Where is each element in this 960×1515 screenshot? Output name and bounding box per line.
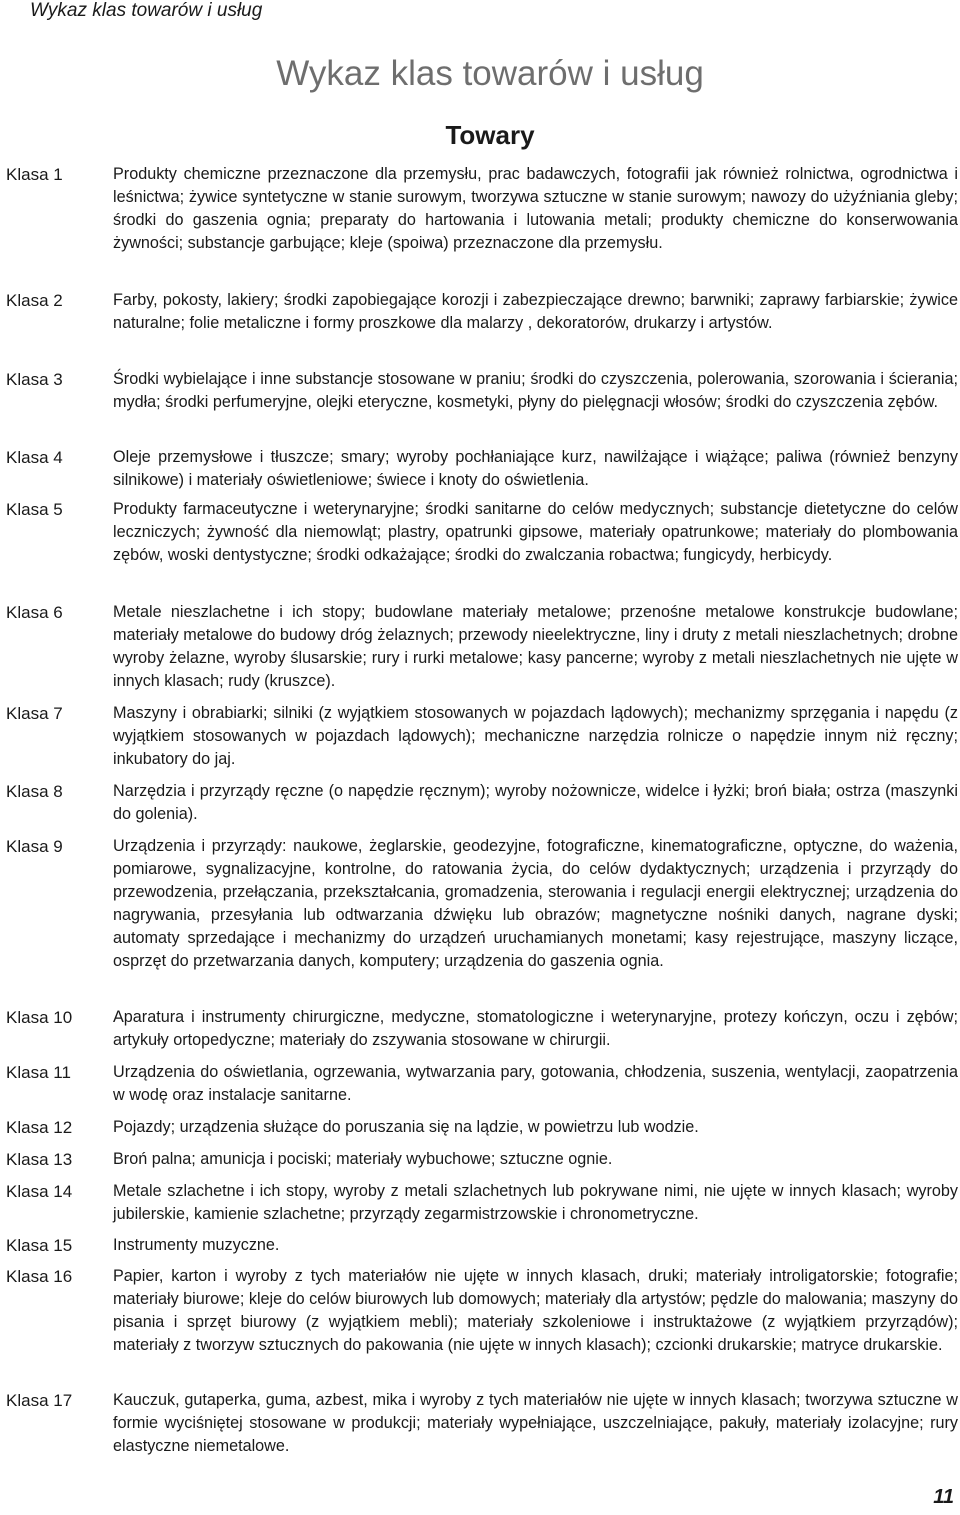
class-description: Papier, karton i wyroby z tych materiałów nie ujęte w innych klasach, druki; materiały introligatorskie; fotografie; materiały biurowe; kleje do celów biurowych lub domowych; materiały dla artystów; pędzle do malowania; maszyny do pisania i sprzęt biurowy (z wyjątkiem mebli); materiały szkoleniowe i instruktażowe (z wyjątkiem przyrządów); materiały z tworzyw sztucznych do pakowania (nie ujęte w innych klasach); czcionki drukarskie; matryce drukarskie. xyxy=(113,1267,958,1354)
class-label: Klasa 14 xyxy=(6,1182,73,1201)
class-description: Produkty chemiczne przeznaczone dla przemysłu, prac badawczych, fotografii jak również rolnictwa, ogrodnictwa i leśnictwa; żywice syntetyczne w stanie surowym, tworzywa sztuczne w stanie surowym; nawozy do użyźniania gleby; środki do gaszenia ognia; preparaty do hartowania i lutowania metali; produkty chemiczne do konserwowania żywności; substancje garbujące; kleje (spoiwa) przeznaczone dla przemysłu. xyxy=(113,165,958,252)
class-label: Klasa 9 xyxy=(6,837,63,856)
class-description: Pojazdy; urządzenia służące do poruszania się na lądzie, w powietrzu lub wodzie. xyxy=(113,1118,699,1136)
class-label: Klasa 6 xyxy=(6,603,63,622)
class-description: Metale nieszlachetne i ich stopy; budowlane materiały metalowe; przenośne metalowe konstrukcje budowlane; materiały metalowe do budowy dróg żelaznych; przewody nieelektryczne, liny i druty z metali nieszlachetnych; drobne wyroby żelazne, wyroby ślusarskie; rury i rurki metalowe; kasy pancerne; wyroby z metali nieszlachetnych nie ujęte w innych klasach; rudy (kruszce). xyxy=(113,603,958,690)
class-description: Środki wybielające i inne substancje stosowane w praniu; środki do czyszczenia, polerowania, szorowania i ścierania; mydła; środki perfumeryjne, olejki eteryczne, kosmetyki, płyny do pielęgnacji włosów; środki do czyszczenia zębów. xyxy=(113,370,958,411)
class-label: Klasa 16 xyxy=(6,1267,73,1286)
class-description: Produkty farmaceutyczne i weterynaryjne; środki sanitarne do celów medycznych; substancje dietetyczne do celów leczniczych; żywność dla niemowląt; plastry, opatrunki gipsowe, materiały opatrunkowe; materiały do plombowania zębów, woski dentystyczne; środki odkażające; środki do zwalczania robactwa; fungicydy, herbicydy. xyxy=(113,500,958,564)
class-description: Metale szlachetne i ich stopy, wyroby z metali szlachetnych lub pokrywane nimi, nie ujęte w innych klasach; wyroby jubilerskie, kamienie szlachetne; przyrządy zegarmistrzowskie i chronometryczne. xyxy=(113,1182,958,1223)
class-description: Farby, pokosty, lakiery; środki zapobiegające korozji i zabezpieczające drewno; barwniki; zaprawy farbiarskie; żywice naturalne; folie metaliczne i formy proszkowe dla malarzy , dekoratorów, drukarzy i artystów. xyxy=(113,291,958,332)
class-description: Instrumenty muzyczne. xyxy=(113,1236,280,1254)
class-label: Klasa 3 xyxy=(6,370,63,389)
class-description: Broń palna; amunicja i pociski; materiały wybuchowe; sztuczne ognie. xyxy=(113,1150,613,1168)
class-label: Klasa 13 xyxy=(6,1150,73,1169)
class-description: Kauczuk, gutaperka, guma, azbest, mika i wyroby z tych materiałów nie ujęte w innych klasach; tworzywa sztuczne w formie wyciśniętej stosowane w produkcji; materiały wypełniające, uszczelniające, pakuły, materiały izolacyjne; rury elastyczne niemetalowe. xyxy=(113,1391,958,1455)
page-number: 11 xyxy=(933,1486,954,1508)
class-label: Klasa 8 xyxy=(6,782,63,801)
class-description: Urządzenia i przyrządy: naukowe, żeglarskie, geodezyjne, fotograficzne, kinematograficzne, optyczne, do ważenia, pomiarowe, sygnalizacyjne, kontrolne, do ratowania życia, do celów dydaktycznych; urządzenia i przyrządy do przewodzenia, przełączania, przekształcania, gromadzenia, sterowania i regulacji energii elektrycznej; urządzenia do nagrywania, przesyłania lub odtwarzania dźwięku lub obrazów; magnetyczne nośniki danych, nagrane dyski; automaty sprzedające i mechanizmy do urządzeń uruchamianych monetami; kasy rejestrujące, maszyny liczące, osprzęt do przetwarzania danych, komputery; urządzenia do gaszenia ognia. xyxy=(113,837,958,970)
class-label: Klasa 1 xyxy=(6,165,63,184)
class-description: Maszyny i obrabiarki; silniki (z wyjątkiem stosowanych w pojazdach lądowych); mechanizmy sprzęgania i napędu (z wyjątkiem stosowanych w pojazdach lądowych); mechaniczne narzędzia rolnicze o napędzie innym niż ręczny; inkubatory do jaj. xyxy=(113,704,958,768)
class-label: Klasa 5 xyxy=(6,500,63,519)
class-label: Klasa 4 xyxy=(6,448,63,467)
class-label: Klasa 12 xyxy=(6,1118,73,1137)
class-description: Aparatura i instrumenty chirurgiczne, medyczne, stomatologiczne i weterynaryjne, protezy kończyn, oczu i zębów; artykuły ortopedyczne; materiały do zszywania stosowane w chirurgii. xyxy=(113,1008,958,1049)
class-label: Klasa 17 xyxy=(6,1391,73,1410)
section-title: Towary xyxy=(445,120,535,150)
class-description: Urządzenia do oświetlania, ogrzewania, wytwarzania pary, gotowania, chłodzenia, suszenia, wentylacji, zaopatrzenia w wodę oraz instalacje sanitarne. xyxy=(113,1063,958,1104)
running-header: Wykaz klas towarów i usług xyxy=(30,0,263,21)
class-description: Oleje przemysłowe i tłuszcze; smary; wyroby pochłaniające kurz, nawilżające i wiążące; paliwa (również benzyny silnikowe) i materiały oświetleniowe; świece i knoty do oświetlenia. xyxy=(113,448,958,489)
class-label: Klasa 11 xyxy=(6,1063,71,1082)
class-label: Klasa 7 xyxy=(6,704,63,723)
class-label: Klasa 15 xyxy=(6,1236,73,1255)
class-description: Narzędzia i przyrządy ręczne (o napędzie ręcznym); wyroby nożownicze, widelce i łyżki; broń biała; ostrza (maszynki do golenia). xyxy=(113,782,958,823)
class-label: Klasa 10 xyxy=(6,1008,73,1027)
page-title: Wykaz klas towarów i usług xyxy=(276,54,704,93)
class-label: Klasa 2 xyxy=(6,291,63,310)
